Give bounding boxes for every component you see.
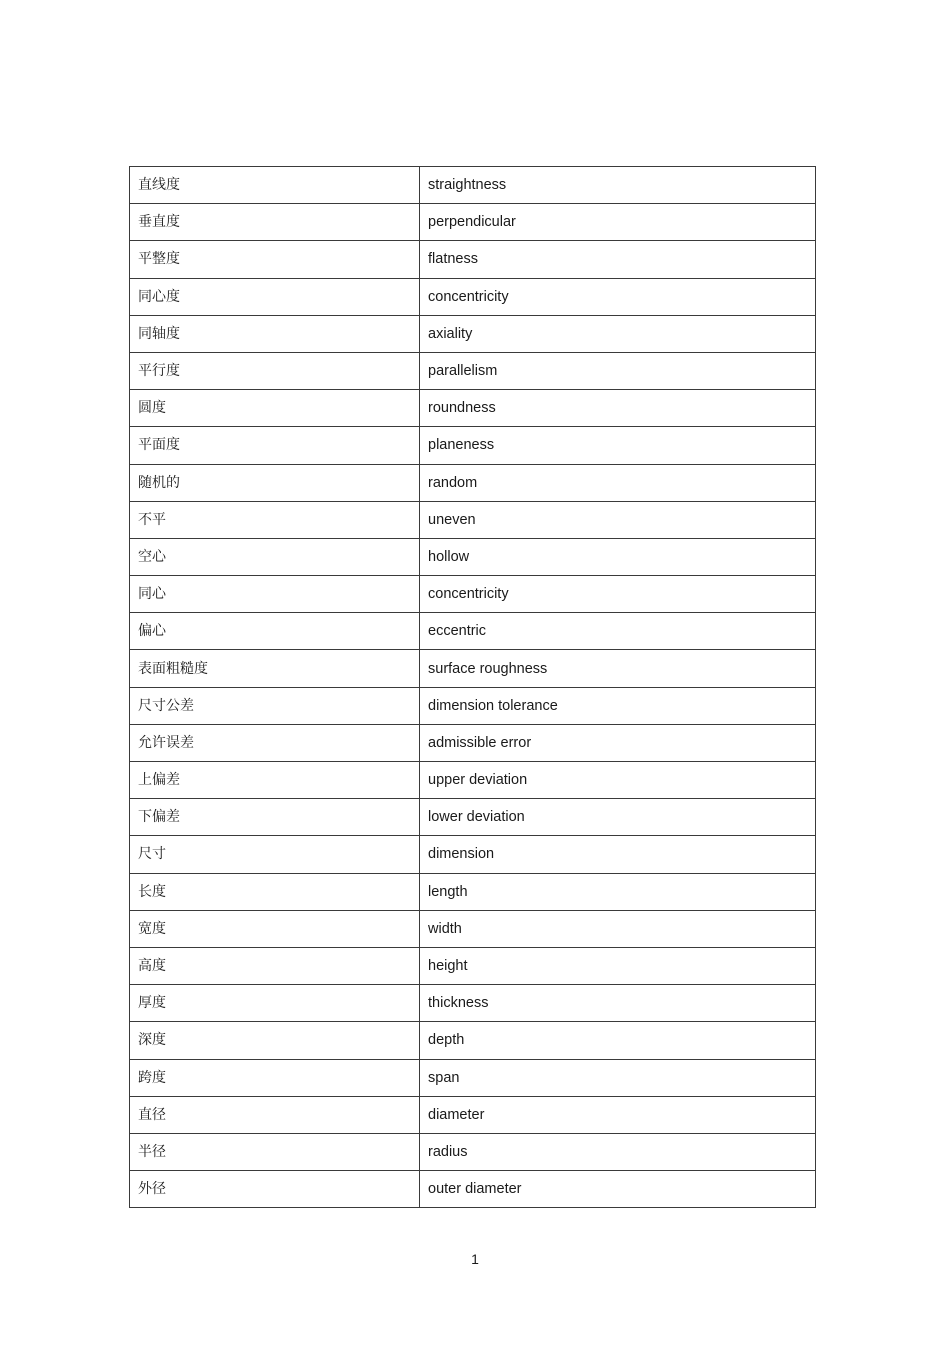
chinese-term-cell: 外径	[130, 1171, 420, 1208]
english-term-cell: radius	[420, 1133, 816, 1170]
chinese-term-cell: 半径	[130, 1133, 420, 1170]
chinese-term-cell: 直线度	[130, 167, 420, 204]
english-term-cell: dimension tolerance	[420, 687, 816, 724]
table-row	[130, 762, 816, 799]
chinese-term-cell: 宽度	[130, 910, 420, 947]
english-term-cell: depth	[420, 1022, 816, 1059]
english-term-cell: length	[420, 873, 816, 910]
chinese-term-cell: 随机的	[130, 464, 420, 501]
table-row	[130, 947, 816, 984]
table-row	[130, 910, 816, 947]
english-term-cell: span	[420, 1059, 816, 1096]
chinese-term-cell: 直径	[130, 1096, 420, 1133]
english-term-cell: lower deviation	[420, 799, 816, 836]
english-term-cell: width	[420, 910, 816, 947]
table-row	[130, 1133, 816, 1170]
table-row	[130, 464, 816, 501]
chinese-term-cell: 厚度	[130, 985, 420, 1022]
table-row	[130, 1022, 816, 1059]
table-row	[130, 352, 816, 389]
table-row	[130, 538, 816, 575]
english-term-cell: hollow	[420, 538, 816, 575]
table-row	[130, 1096, 816, 1133]
chinese-term-cell: 同轴度	[130, 315, 420, 352]
table-row	[130, 650, 816, 687]
table-row	[130, 167, 816, 204]
english-term-cell: uneven	[420, 501, 816, 538]
chinese-term-cell: 允许误差	[130, 724, 420, 761]
table-row	[130, 390, 816, 427]
english-term-cell: admissible error	[420, 724, 816, 761]
chinese-term-cell: 尺寸公差	[130, 687, 420, 724]
chinese-term-cell: 不平	[130, 501, 420, 538]
table-row	[130, 501, 816, 538]
chinese-term-cell: 平面度	[130, 427, 420, 464]
chinese-term-cell: 下偏差	[130, 799, 420, 836]
chinese-term-cell: 表面粗糙度	[130, 650, 420, 687]
table-row	[130, 427, 816, 464]
english-term-cell: surface roughness	[420, 650, 816, 687]
chinese-term-cell: 高度	[130, 947, 420, 984]
table-row	[130, 799, 816, 836]
english-term-cell: outer diameter	[420, 1171, 816, 1208]
english-term-cell: dimension	[420, 836, 816, 873]
english-term-cell: eccentric	[420, 613, 816, 650]
table-row	[130, 576, 816, 613]
english-term-cell: upper deviation	[420, 762, 816, 799]
english-term-cell: roundness	[420, 390, 816, 427]
english-term-cell: concentricity	[420, 278, 816, 315]
chinese-term-cell: 偏心	[130, 613, 420, 650]
chinese-term-cell: 垂直度	[130, 204, 420, 241]
glossary-table-body	[130, 167, 816, 1208]
table-row	[130, 315, 816, 352]
chinese-term-cell: 长度	[130, 873, 420, 910]
chinese-term-cell: 跨度	[130, 1059, 420, 1096]
table-row	[130, 1059, 816, 1096]
page-number: 1	[471, 1251, 479, 1267]
table-row	[130, 687, 816, 724]
table-row	[130, 204, 816, 241]
english-term-cell: parallelism	[420, 352, 816, 389]
chinese-term-cell: 平行度	[130, 352, 420, 389]
chinese-term-cell: 深度	[130, 1022, 420, 1059]
table-row	[130, 724, 816, 761]
english-term-cell: random	[420, 464, 816, 501]
table-row	[130, 613, 816, 650]
chinese-term-cell: 尺寸	[130, 836, 420, 873]
chinese-term-cell: 圆度	[130, 390, 420, 427]
chinese-term-cell: 空心	[130, 538, 420, 575]
table-row	[130, 278, 816, 315]
table-row	[130, 836, 816, 873]
chinese-term-cell: 上偏差	[130, 762, 420, 799]
english-term-cell: diameter	[420, 1096, 816, 1133]
english-term-cell: axiality	[420, 315, 816, 352]
english-term-cell: flatness	[420, 241, 816, 278]
english-term-cell: thickness	[420, 985, 816, 1022]
english-term-cell: planeness	[420, 427, 816, 464]
english-term-cell: straightness	[420, 167, 816, 204]
english-term-cell: height	[420, 947, 816, 984]
english-term-cell: concentricity	[420, 576, 816, 613]
table-row	[130, 241, 816, 278]
english-term-cell: perpendicular	[420, 204, 816, 241]
glossary-table	[129, 166, 816, 1208]
chinese-term-cell: 同心度	[130, 278, 420, 315]
table-row	[130, 1171, 816, 1208]
chinese-term-cell: 同心	[130, 576, 420, 613]
table-row	[130, 873, 816, 910]
table-row	[130, 985, 816, 1022]
chinese-term-cell: 平整度	[130, 241, 420, 278]
